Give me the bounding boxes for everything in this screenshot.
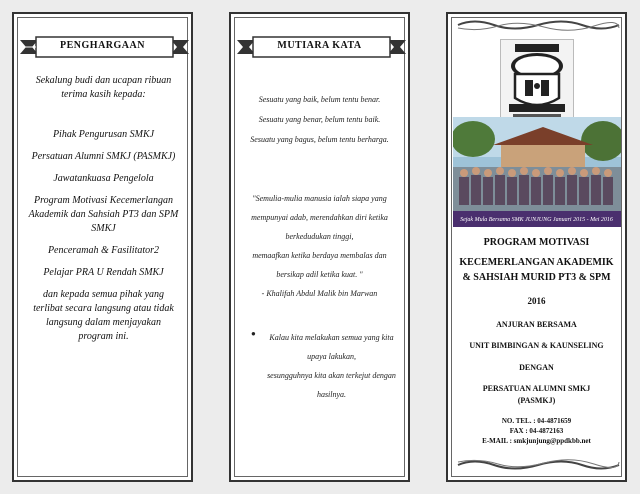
anjuran-label: ANJURAN BERSAMA <box>496 320 577 329</box>
bullet-block <box>251 328 398 404</box>
top-ornament <box>454 18 623 32</box>
list-item: dan kepada semua pihak yang terlibat secara langsung atau tidak langsung dalam menjayakan program ini. <box>33 289 174 342</box>
saying-line: Sesuatu yang baik, belum tentu benar. <box>258 95 381 104</box>
appreciation-list <box>28 74 179 352</box>
quote-line: berkedudukan tinggi, <box>285 232 354 241</box>
panel-cover <box>446 12 627 482</box>
year: 2016 <box>527 296 546 306</box>
list-item: Penceramah & Fasilitator2 <box>47 245 160 256</box>
quote-line: bersikap adil ketika kuat. " <box>276 270 363 279</box>
quote-line: mempunyai adab, merendahkan diri ketika <box>251 213 388 222</box>
alumni-line-1: PERSATUAN ALUMNI SMKJ <box>482 384 591 393</box>
intro-line-1: Sekalung budi dan ucapan ribuan <box>35 75 172 86</box>
photo-caption: Sejak Mula Bersama SMK JUNJUNG Januari 2015 - Mei 2016 <box>460 217 613 223</box>
bottom-ornament <box>454 458 623 472</box>
quote-line: "Semulia-mulia manusia ialah siapa yang <box>252 194 387 203</box>
fax-number: FAX : 04-4872163 <box>509 427 564 435</box>
saying-line: Sesuatu yang bagus, belum tentu berharga. <box>250 135 389 144</box>
title-line-2: KECEMERLANGAN AKADEMIK <box>459 257 614 268</box>
banner-penghargaan <box>20 36 185 58</box>
title-line-1: PROGRAM MOTIVASI <box>483 237 590 248</box>
list-item: Jawatankuasa Pengelola <box>53 173 154 184</box>
panel-mutiara-kata <box>229 12 410 482</box>
list-item: Program Motivasi Kecemerlangan Akademik dan Sahsiah PT3 dan SPM SMKJ <box>28 195 179 234</box>
email-address: E-MAIL : smkjunjung@ppdkbb.net <box>482 437 591 445</box>
unit-name: UNIT BIMBINGAN & KAUNSELING <box>469 341 604 350</box>
banner-mutiara-kata <box>237 36 402 58</box>
crest-icon <box>501 40 573 122</box>
dengan-label: DENGAN <box>519 363 554 372</box>
group-photo <box>453 117 621 227</box>
phone-number: NO. TEL. : 04-4871659 <box>501 417 572 425</box>
bullet-line: upaya lakukan, <box>307 352 356 361</box>
title-line-3: & SAHSIAH MURID PT3 & SPM <box>462 272 611 283</box>
bullet-dot: ● <box>251 329 256 338</box>
list-item: Persatuan Alumni SMKJ (PASMKJ) <box>31 151 176 162</box>
intro-line-2: terima kasih kepada: <box>61 89 146 100</box>
list-item: Pelajar PRA U Rendah SMKJ <box>43 267 164 278</box>
quote-line: memaafkan ketika berdaya membalas dan <box>252 251 387 260</box>
quote-author: - Khalifah Abdul Malik bin Marwan <box>261 289 378 298</box>
banner-title: MUTIARA KATA <box>277 40 362 51</box>
bullet-line: hasilnya. <box>316 390 347 399</box>
saying-line: Sesuatu yang benar, belum tentu baik. <box>258 115 381 124</box>
alumni-line-2: (PASMKJ) <box>517 396 556 405</box>
sayings-block <box>243 94 396 154</box>
bullet-line: sesungguhnya kita akan terkejut dengan <box>267 371 396 380</box>
bullet-line: Kalau kita melakukan semua yang kita <box>269 333 394 342</box>
list-item: Pihak Pengurusan SMKJ <box>52 129 155 140</box>
quote-block <box>243 189 396 303</box>
banner-title: PENGHARGAAN <box>60 40 145 51</box>
panel-penghargaan <box>12 12 193 482</box>
school-crest-logo <box>500 39 574 123</box>
